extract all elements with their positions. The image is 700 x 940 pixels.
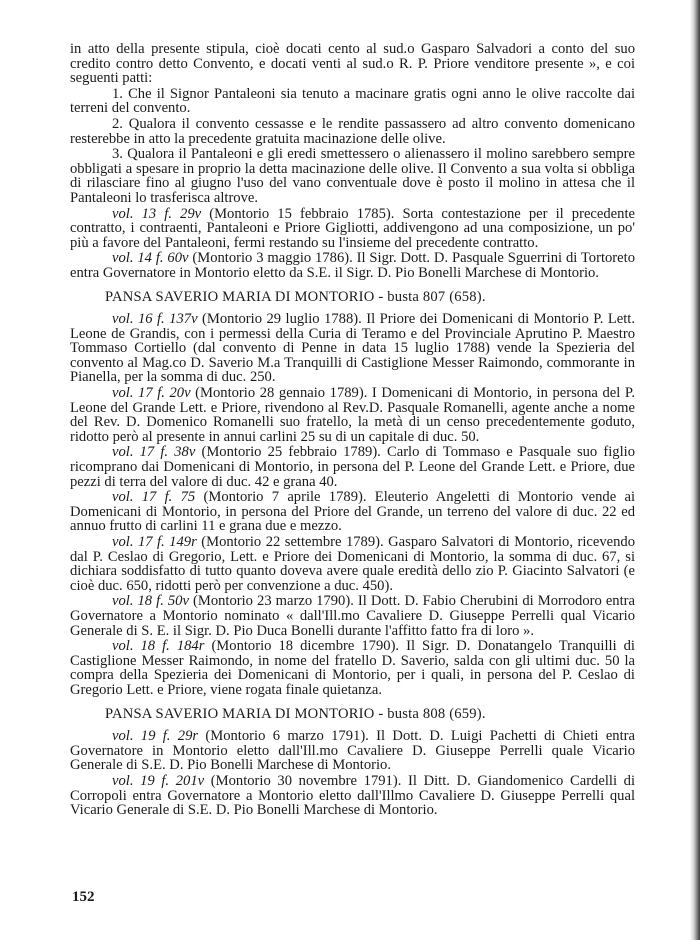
- entry-text: (Montorio 30 novembre 1791). Il Ditt. D. Giandomenico Cardelli di Corropoli entra Governatore a Montorio eletto dall'Illmo Cavaliere D. Giuseppe Perrelli qual Vicario Generale di S.E. D. Pio Bonelli Marchese di Montorio.: [70, 772, 635, 819]
- entry: [70, 729, 635, 773]
- entry: [70, 312, 635, 385]
- section-heading: PANSA SAVERIO MARIA DI MONTORIO - busta 807 (658).: [105, 288, 486, 305]
- entry-text: (Montorio 22 settembre 1789). Gasparo Salvatori di Montorio, ricevendo dal P. Ceslao di Gregorio, Lett. e Priore dei Domenicani di Montorio, la somma di duc. 67, si dichiara soddisfatto di tutto quanto doveva avere quale eredità dello zio P. Giacinto Salvatori (e cioè duc. 650, ridotti però per convenzione a duc. 450).: [70, 534, 635, 594]
- entry: [70, 774, 635, 818]
- pact-1: 1. Che il Signor Pantaleoni sia tenuto a macinare gratis ogni anno le olive raccolte dai terreni del convento.: [70, 85, 635, 117]
- page-edge-shadow: [690, 0, 700, 940]
- entry: [70, 207, 635, 251]
- entry-ref: vol. 17 f. 38v: [112, 444, 196, 461]
- entry-text: (Montorio 23 marzo 1790). Il Dott. D. Fabio Cherubini di Morrodoro entra Governatore a Montorio nominato « dall'Ill.mo Cavaliere D. Giuseppe Perrelli qual Vicario Generale di S. E. il Sigr. D. Pio Duca Bonelli durante l'affitto fatto fra di loro ».: [70, 593, 635, 639]
- entry-text: (Montorio 25 febbraio 1789). Carlo di Tommaso e Pasquale suo figlio ricomprano dai Domenicani di Montorio, in persona del P. Leone del Grande Lett. e Priore, due pezzi di terra del valore di duc. 42 e grana 40.: [70, 444, 635, 490]
- entry-ref: vol. 19 f. 201v: [112, 772, 205, 789]
- intro-paragraph: in atto della presente stipula, cioè docati cento al sud.o Gasparo Salvadori a conto del suo credito contro detto Convento, e docati venti al sud.o R. P. Priore venditore presente », e coi seguenti patti:: [70, 41, 635, 87]
- entry: [70, 535, 635, 593]
- entry-text: (Montorio 28 gennaio 1789). I Domenicani di Montorio, in persona del P. Leone del Grande Lett. e Priore, rivendono al Rev.D. Pasquale Romanelli, agente anche a nome del Rev. D. Domenico Romanelli suo fratello, la metà di un censo precedentemente goduto, ridotto però al presente in annui carlini 25 su di un capitale di duc. 50.: [70, 385, 635, 445]
- entry-ref: vol. 18 f. 184r: [112, 638, 205, 655]
- entry-ref: vol. 17 f. 20v: [112, 385, 191, 402]
- entry: [70, 594, 635, 638]
- entry-text: (Montorio 18 dicembre 1790). Il Sigr. D. Donatangelo Tranquilli di Castiglione Messer Raimondo, in nome del fratello D. Saverio, salda con gli ultimi duc. 50 la compra della Spezieria dei Domenicani di Montorio, per i quali, in persona del P. Ceslao di Gregorio Lett. e Priore, viene rogata finale quietanza.: [70, 638, 635, 698]
- entry-ref: vol. 16 f. 137v: [112, 311, 198, 328]
- entry: [70, 445, 635, 489]
- entry-ref: vol. 17 f. 75: [112, 489, 196, 506]
- entry-text: (Montorio 7 aprile 1789). Eleuterio Angeletti di Montorio vende ai Domenicani di Montorio, in persona del Priore del Grande, un terreno del valore di duc. 22 ed annuo frutto di carlini 11 e grana due e mezzo.: [70, 489, 635, 535]
- entry-ref: vol. 17 f. 149r: [112, 534, 197, 550]
- document-body: [70, 42, 635, 819]
- entry-ref: vol. 19 f. 29r: [112, 728, 199, 745]
- entry-text: (Montorio 6 marzo 1791). Il Dott. D. Luigi Pachetti di Chieti entra Governatore in Montorio eletto dall'Ill.mo Cavaliere D. Giuseppe Perrelli quale Vicario Generale di S.E. D. Pio Bonelli Marchese di Montorio.: [70, 728, 635, 774]
- entry: [70, 251, 635, 280]
- entry: [70, 639, 635, 697]
- entry-text: (Montorio 3 maggio 1786). Il Sigr. Dott. D. Pasquale Sguerrini di Tortoreto entra Governatore in Montorio eletto da S.E. il Sigr. D. Pio Bonelli Marchese di Montorio.: [70, 250, 635, 281]
- entry: [70, 490, 635, 534]
- page-number: 152: [72, 889, 95, 905]
- section-heading: PANSA SAVERIO MARIA DI MONTORIO - busta 808 (659).: [105, 705, 486, 722]
- entry: [70, 386, 635, 444]
- pact-2: 2. Qualora il convento cessasse e le rendite passassero ad altro convento domenicano resterebbe in atto la precedente gratuita macinazione delle olive.: [70, 115, 635, 147]
- entry-text: (Montorio 15 febbraio 1785). Sorta contestazione per il precedente contratto, i contraenti, Pantaleoni e Priore Gigliotti, addivengono ad una composizione, un po' più a favore del Pantaleoni, fermi restando su l'insieme del precedente contratto.: [70, 205, 635, 251]
- entry-text: (Montorio 29 luglio 1788). Il Priore dei Domenicani di Montorio P. Lett. Leone de Grandis, con i permessi della Curia di Teramo e del Provinciale Aprutino P. Maestro Tommaso Cortiello (dal convento di Penne in data 15 luglio 1788) vende la Spezieria del convento al Mag.co D. Saverio M.a Tranquilli di Castiglione Messer Raimondo, commorante in Pianella, per la somma di duc. 250.: [70, 311, 635, 386]
- entry-ref: vol. 13 f. 29v: [112, 205, 202, 222]
- entry-ref: vol. 14 f. 60v: [112, 250, 189, 267]
- pact-3: 3. Qualora il Pantaleoni e gli eredi smettessero o alienassero il molino sarebbero sempre obbligati a spesare in proprio la detta macinazione delle olive. Il Convento a sua volta si obbliga di rilasciare fino al giugno l'uso del vano conventuale dove è posto il molino in attesa che il Pantaleoni lo trasferisca altrove.: [70, 146, 635, 206]
- entry-ref: vol. 18 f. 50v: [112, 593, 189, 610]
